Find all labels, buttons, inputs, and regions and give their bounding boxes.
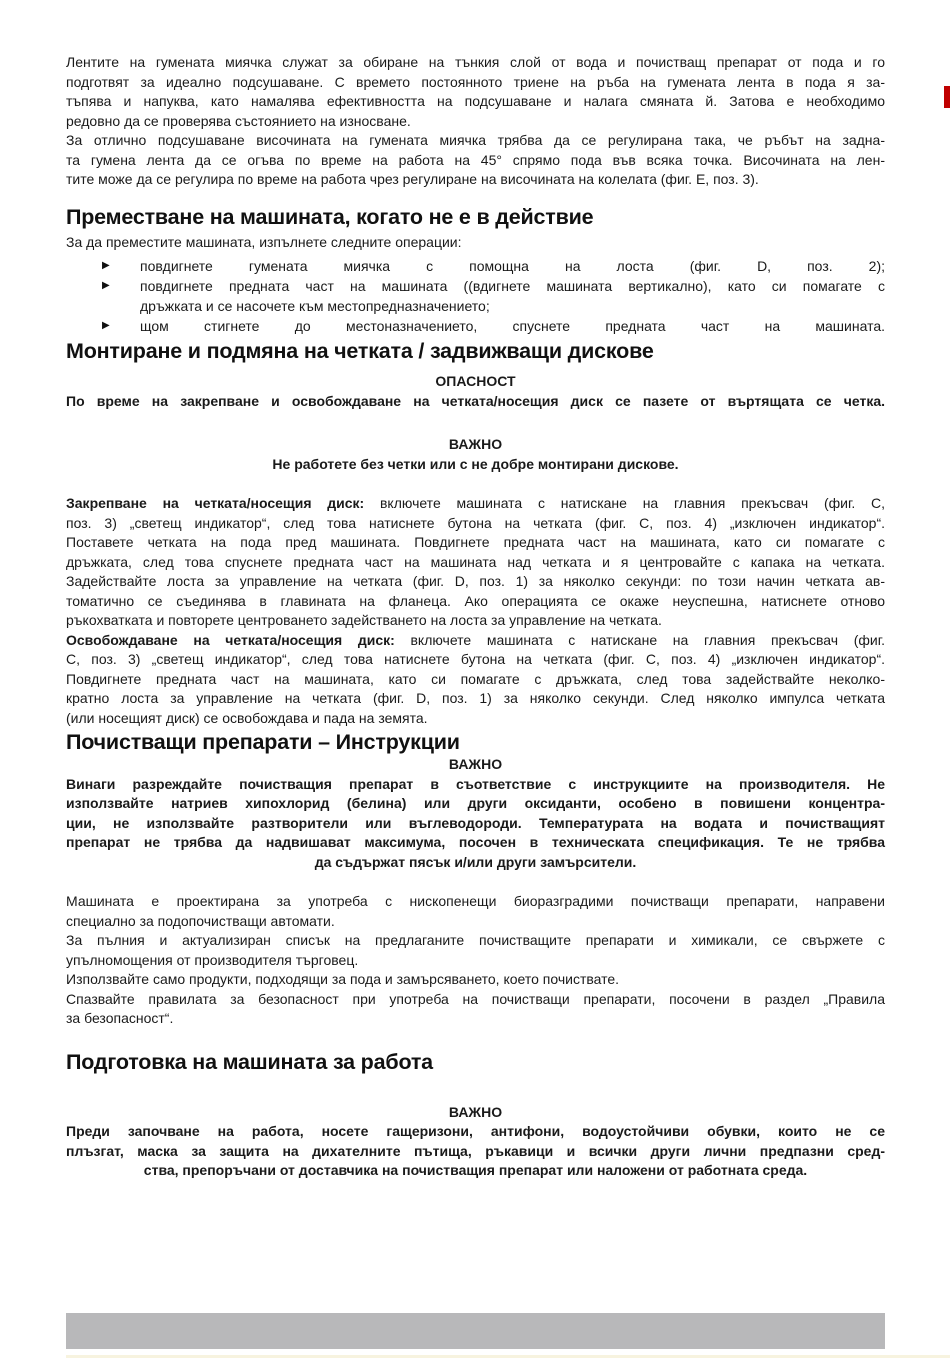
text-line: томатично се съединява в главината на фланеца. Ако операцията се окаже неуспешна, натиснете отново [66,592,885,609]
moving-lead-line: За да преместите машината, изпълнете следните операции: [66,233,462,250]
text-line: Повдигнете предната част на машината, като си помагате с дръжката, след това задействайте неколко- [66,670,885,687]
text-line: За пълния и актуализиран списък на предлаганите почистващите препарати и химикали, се свържете с [66,932,885,948]
text-line: ства, препоръчани от доставчика на почистващия препарат или наложени от работната среда. [143,1162,808,1178]
text-line [66,494,885,514]
text-line: тите може да се регулира по време на работа чрез регулиране на височината на колелата (фиг. Е, поз. 3). [66,171,759,187]
text-line: специално за подопочистващи автомати. [66,912,335,929]
text-line: (или носещият диск) се освобождава и пада на земята. [66,709,428,726]
attach-rest: включете машината с натискане на главния прекъсвач (фиг. C, [364,495,885,511]
release-lead: Освобождаване на четката/носещия диск: [66,631,395,648]
bullet-arrow-icon: ▶ [102,260,110,271]
preparation-important-paragraph [66,1122,885,1181]
detergents-important-paragraph [66,775,885,873]
bullet-text: щом стигнете до местоназначението, спуснете предната част на машината. [140,318,885,334]
footer-gray-bar [66,1313,885,1349]
text-line: C, поз. 3) „светещ индикатор“, след това натиснете бутона на четката (фиг. C, поз. 4) „изключен индикатор“. [66,651,885,667]
text-line: Машината е проектирана за употреба с нископенещи биоразградими почистващи препарати, направени [66,893,885,909]
bullet-arrow-icon: ▶ [102,320,110,331]
section-heading-mounting: Монтиране и подмяна на четката / задвижващи дискове [66,339,654,363]
section-heading-preparation: Подготовка на машината за работа [66,1049,433,1074]
text-line: За отлично подсушаване височината на гумената миячка трябва да се регулирана така, че ръбът на задна- [66,132,885,148]
text-line: ръкохватката и повторете центроването задействането на лоста за управление на четката. [66,612,662,628]
text-line: та гумена лента да се огъва по време на работа на 45° спрямо пода във всяка точка. Височината на лен- [66,151,885,168]
page-bottom-scan-tint [66,1355,950,1358]
release-rest: включете машината с натискане на главния прекъсвач (фиг. [394,631,885,648]
bullet-arrow-icon: ▶ [102,280,110,291]
attach-brush-paragraph [66,494,885,631]
important-text: Не работете без четки или с не добре монтирани дискове. [272,455,679,472]
text-line: плъзгат, маска за защита на дихателните пътища, ръкавици и всички други лични предпазни сред- [66,1142,885,1159]
text-line [66,631,885,651]
danger-text: По време на закрепване и освобождаване на четката/носещия диск се пазете от въртящата се четка. [66,392,885,409]
section-heading-moving: Преместване на машината, когато не е в действие [66,204,594,229]
text-line: да съдържат пясък и/или други замърсители. [314,853,637,870]
page-edge-red-marker [944,86,950,108]
text-line: подготвят за идеално подсушаване. С времето постоянното триене на ръба на гумената лента в пода я за- [66,73,885,90]
important-label: ВАЖНО [448,436,503,452]
text-line: използвайте натриев хипохлорид (белина) или други оксиданти, особено в повишени концентра- [66,795,885,811]
text-line: Винаги разреждайте почистващия препарат в съответствие с инструкциите на производителя. Не [66,775,885,792]
list-item [66,316,885,336]
section-heading-detergents: Почистващи препарати – Инструкции [66,730,460,754]
detergents-body-paragraphs [66,892,885,1029]
text-line: Преди започване на работа, носете гащеризони, антифони, водоустойчиви обувки, които не се [66,1123,885,1139]
text-line: препарат не трябва да надвишават максимума, посочен в техническата спецификация. Те не трябва [66,834,885,850]
intro-paragraphs [66,53,885,190]
text-line: Използвайте само продукти, подходящи за пода и замърсяването, което почиствате. [66,971,620,987]
important-label: ВАЖНО [448,1103,503,1120]
list-item [66,276,885,296]
text-line: Задействайте лоста за управление на четката (фиг. D, поз. 1) за няколко секунди: по този начин четката ав- [66,573,885,589]
important-label: ВАЖНО [448,756,503,772]
text-line: за безопасност“. [66,1010,174,1026]
text-line: поз. 3) „светещ индикатор“, след това натиснете бутона на четката (фиг. C, поз. 4) „изключен индикатор“. [66,514,885,531]
text-line: редовно да се проверява състоянието на износване. [66,112,411,129]
danger-label: ОПАСНОСТ [435,373,516,389]
bullet-text: повдигнете гумената миячка с помощна на лоста (фиг. D, поз. 2); [140,258,885,274]
text-line: Спазвайте правилата за безопасност при употреба на почистващи препарати, посочени в раздел „Правила [66,990,885,1007]
text-line: упълномощения от производителя търговец. [66,951,359,968]
text-line: дръжката, след това спуснете предната част на машината над четката и я центровайте с капака на четката. [66,553,885,570]
moving-bullet-list [66,256,885,336]
text-line: Лентите на гумената миячка служат за обиране на тънкия слой от вода и почистващ препарат от пода и го [66,54,885,70]
bullet-text-continuation: дръжката и се насочете към местопредназначението; [140,298,490,314]
text-line: тъпява и напуква, като намалява ефективността на подсушаване и налага смяната й. Затова е необходимо [66,93,885,109]
list-item [66,256,885,276]
page-content [66,0,885,1181]
text-line: Поставете четката на пода пред машината. Повдигнете предната част на машината, като си помагате с [66,534,885,550]
bullet-text: повдигнете предната част на машината ((вдигнете машината вертикално), като си помагате с [140,278,885,294]
text-line: ции, не използвайте разтворители или въглеводороди. Температурата на водата и почистващият [66,814,885,831]
text-line: кратно лоста за управление на четката (фиг. D, поз. 1) за няколко секунди. След няколко импулса четката [66,690,885,706]
release-brush-paragraph [66,631,885,729]
attach-lead: Закрепване на четката/носещия диск: [66,495,365,511]
